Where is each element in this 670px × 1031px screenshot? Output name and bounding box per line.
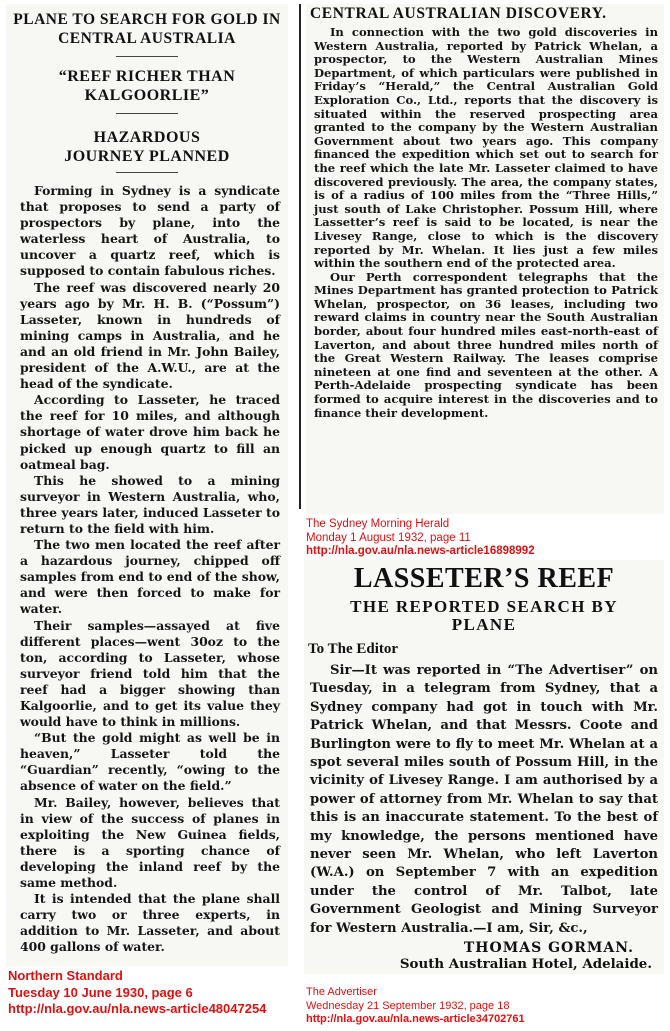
ns-paragraph: According to Lasseter, he traced the reef for 10 miles, and although shortage of water drove him back he picked up enough quartz to fill an oatmeal bag. xyxy=(20,392,280,472)
ns-caption-source: Northern Standard xyxy=(8,968,123,983)
ns-paragraph: This he showed to a mining surveyor in Western Australia, who, three years later, induced Lasseter to return to the field with him. xyxy=(20,472,280,536)
adv-caption-source: The Advertiser xyxy=(306,986,377,998)
adv-address: South Australian Hotel, Adelaide. xyxy=(399,956,652,973)
ns-subheading-2: HAZARDOUS JOURNEY PLANNED xyxy=(64,129,230,165)
smh-article-body xyxy=(306,24,664,420)
ns-headline: PLANE TO SEARCH FOR GOLD IN CENTRAL AUSTRALIA xyxy=(13,11,281,47)
smh-paragraph: In connection with the two gold discoveries in Western Australia, reported by Patrick Whelan, a prospector, to the Western Australian Mines Department, of which particulars were published in Friday’s “Herald,” the Central Australian Gold Exploration Co., Ltd., reports that the discovery is situated within the reserved prospecting area granted to the company by the Western Australian Government about two years ago. This company financed the expedition which set out to search for the reef which the late Mr. Lasseter claimed to have discovered previously. The area, the company states, is of a radius of 100 miles from the “Three Hills,” just south of Lake Christopher. Possum Hill, where Lassetter’s reef is said to be located, is near the Livesey Range, close to which is the discovery reported by Mr. Whelan. It lies just a few miles within the southern end of the protected area. xyxy=(314,25,658,271)
ns-paragraph: The two men located the reef after a hazardous journey, chipped off samples from end to end of the show, and were then forced to make for water. xyxy=(20,537,280,617)
ns-paragraph: The reef was discovered nearly 20 years ago by Mr. H. B. (“Possum”) Lasseter, known in hundreds of mining camps in Australia, and he and an old friend in Mr. John Bailey, president of the A.W.U., are at the head of the syndicate. xyxy=(20,279,280,392)
ns-caption-date: Tuesday 10 June 1930, page 6 xyxy=(8,984,193,1000)
adv-caption-url[interactable]: http://nla.gov.au/nla.news-article34702761 xyxy=(306,1013,525,1025)
ns-divider xyxy=(116,113,178,114)
smh-caption-url[interactable]: http://nla.gov.au/nla.news-article16898992 xyxy=(306,545,535,558)
adv-caption-date: Wednesday 21 September 1932, page 18 xyxy=(306,999,510,1012)
ns-paragraph: “But the gold might as well be in heaven,” Lasseter told the “Guardian” recently, “owing to the absence of water on the field.” xyxy=(20,730,280,794)
northern-standard-clipping xyxy=(6,4,288,966)
smh-headline: CENTRAL AUSTRALIAN DISCOVERY. xyxy=(310,5,607,22)
column-divider xyxy=(299,4,301,509)
adv-paragraph: Sir—It was reported in “The Advertiser” on Tuesday, in a telegram from Sydney, that a Sydney company had got in touch with Mr. Patrick Whelan, and that Messrs. Coote and Burlington were to fly to meet Mr. Whelan at a spot several miles south of Possum Hill, in the vicinity of Livesey Range. I am authorised by a power of attorney from Mr. Whelan to say that this is an inaccurate statement. To the best of my knowledge, the persons mentioned have never seen Mr. Whelan, who left Laverton (W.A.) on September 7 with an expedition under the control of Mr. Talbot, late Government Geologist and Mining Surveyor for Western Australia.—I am, Sir, &c., xyxy=(310,663,658,936)
adv-signature: THOMAS GORMAN. xyxy=(463,940,634,957)
smh-caption xyxy=(306,518,535,559)
adv-headline: LASSETER’S REEF xyxy=(353,563,615,594)
ns-paragraph: Their samples—assayed at five different places—went 30oz to the ton, according to Lasseter, whose surveyor friend told him that the reef had a bigger showing than Kalgoorlie, and to get its value they would have to think in millions. xyxy=(20,617,280,730)
smh-clipping xyxy=(306,4,664,514)
adv-subheadline: THE REPORTED SEARCH BY PLANE xyxy=(350,597,618,634)
advertiser-caption xyxy=(306,986,525,1027)
ns-paragraph: It is intended that the plane shall carry two or three experts, in addition to Mr. Lasseter, and about 400 gallons of water. xyxy=(20,891,280,955)
smh-caption-source: The Sydney Morning Herald xyxy=(306,518,450,530)
smh-caption-date: Monday 1 August 1932, page 11 xyxy=(306,531,471,544)
ns-paragraph: Mr. Bailey, however, believes that in view of the success of planes in exploiting the New Guinea fields, there is a sporting chance of developing the inland reef by the same method. xyxy=(20,794,280,891)
advertiser-clipping xyxy=(304,560,664,974)
ns-subheading: “REEF RICHER THAN KALGOORLIE” xyxy=(58,68,236,104)
adv-letter-body xyxy=(304,658,664,972)
smh-paragraph: Our Perth correspondent telegraphs that the Mines Department has granted protection to Patrick Whelan, prospector, on 36 leases, including two reward claims in country near the South Australian border, about four hundred miles east-north-east of Laverton, and about three hundred miles north of the Great Western Railway. The leases comprise nineteen at one find and seventeen at the other. A Perth-Adelaide prospecting syndicate has been formed to acquire interest in the discoveries and to finance their development. xyxy=(314,269,658,420)
ns-caption xyxy=(8,968,266,1018)
ns-caption-url[interactable]: http://nla.gov.au/nla.news-article48047254 xyxy=(8,1001,267,1016)
ns-divider xyxy=(116,56,178,57)
ns-paragraph: Forming in Sydney is a syndicate that proposes to send a party of prospectors by plane, into the waterless heart of Australia, to uncover a quartz reef, which is supposed to contain fabulous riches. xyxy=(20,183,280,279)
ns-article-body xyxy=(6,173,288,956)
adv-salutation: To The Editor xyxy=(308,641,399,657)
